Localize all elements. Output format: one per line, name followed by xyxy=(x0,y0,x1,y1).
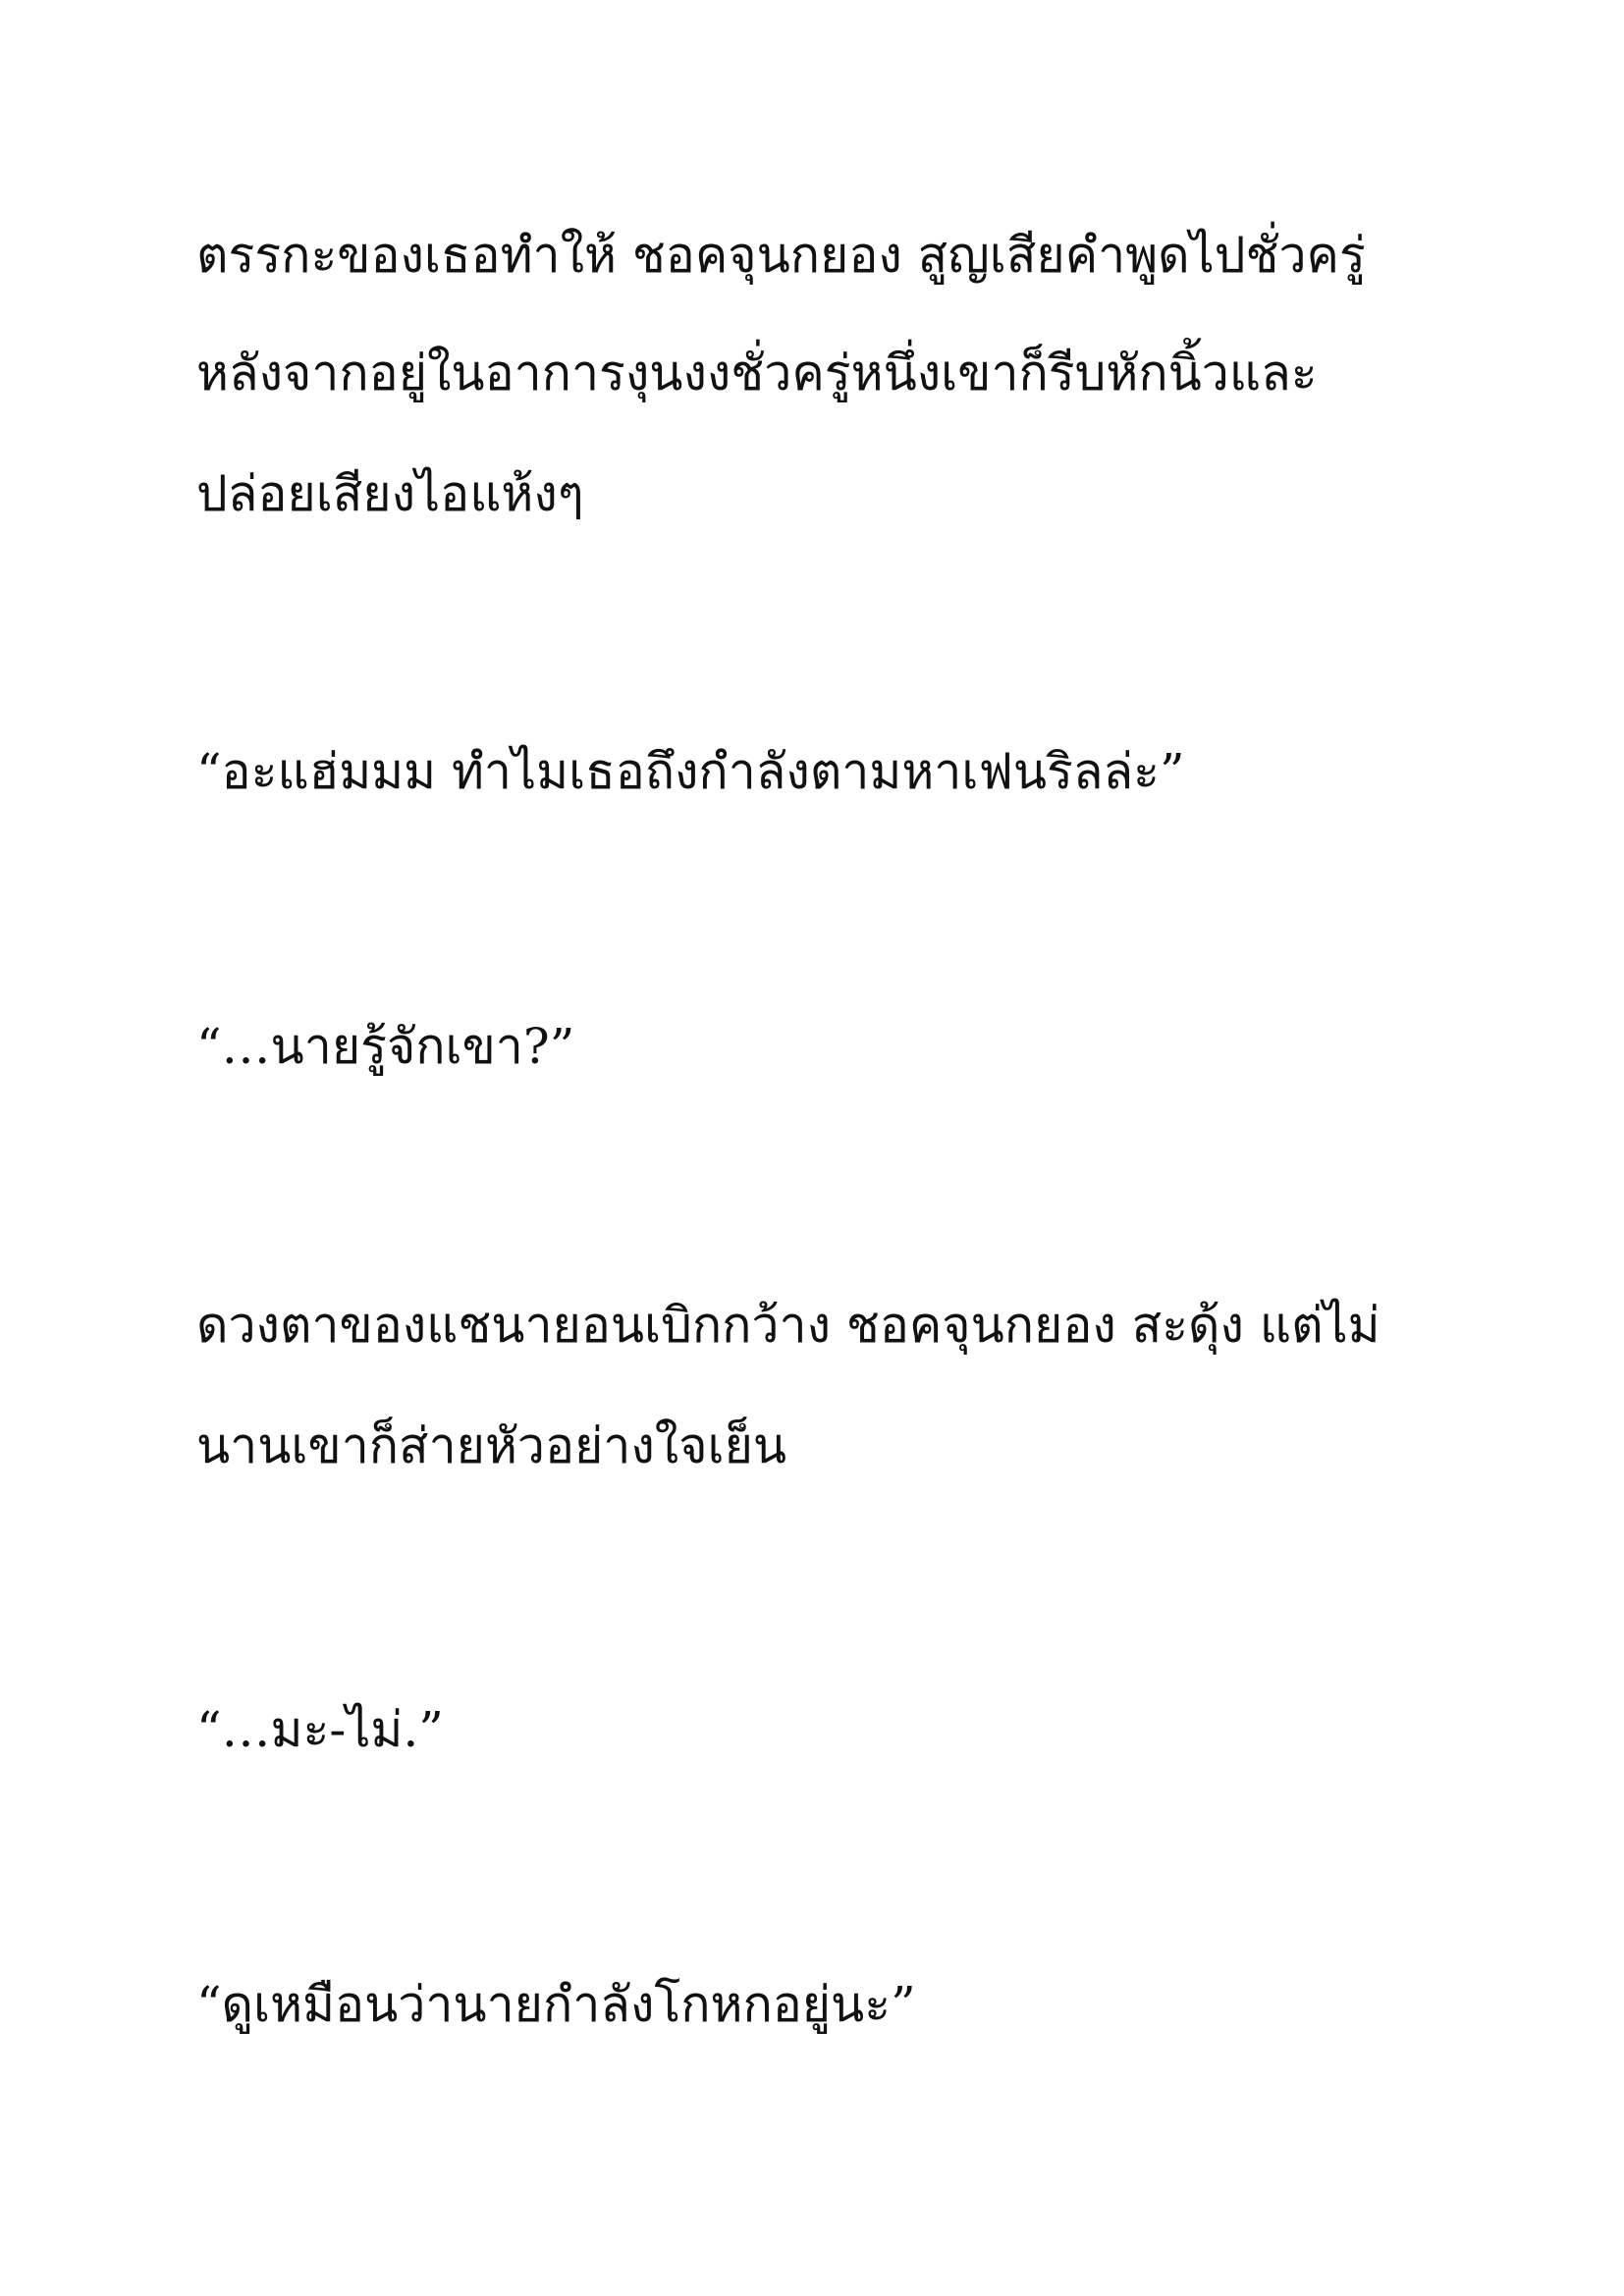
paragraph-2-line-1: “อะแฮ่มมม ทำไมเธอถึงกำลังตามหาเฟนริลล่ะ” xyxy=(196,743,1185,800)
paragraph-1-line-3: ปล่อยเสียงไอแห้งๆ xyxy=(196,465,584,522)
paragraph-1-line-2: หลังจากอยู่ในอาการงุนงงชั่วครู่หนึ่งเขาก็รีบหักนิ้วและ xyxy=(196,345,1318,401)
paragraph-5-line-1: “…มะ-ไม่.” xyxy=(196,1701,444,1758)
paragraph-4-line-1: ดวงตาของแชนายอนเบิกกว้าง ชอคจุนกยอง สะดุ้ง แต่ไม่ xyxy=(196,1297,1380,1354)
paragraph-1-line-1: ตรรกะของเธอทำให้ ชอคจุนกยอง สูญเสียคำพูดไปชั่วครู่ xyxy=(196,227,1366,284)
paragraph-3-line-1: “…นายรู้จักเขา?” xyxy=(196,1018,575,1075)
paragraph-6-line-1: “ดูเหมือนว่านายกำลังโกหกอยู่นะ” xyxy=(196,1976,916,2033)
paragraph-4-line-2: นานเขาก็ส่ายหัวอย่างใจเย็น xyxy=(196,1417,787,1474)
